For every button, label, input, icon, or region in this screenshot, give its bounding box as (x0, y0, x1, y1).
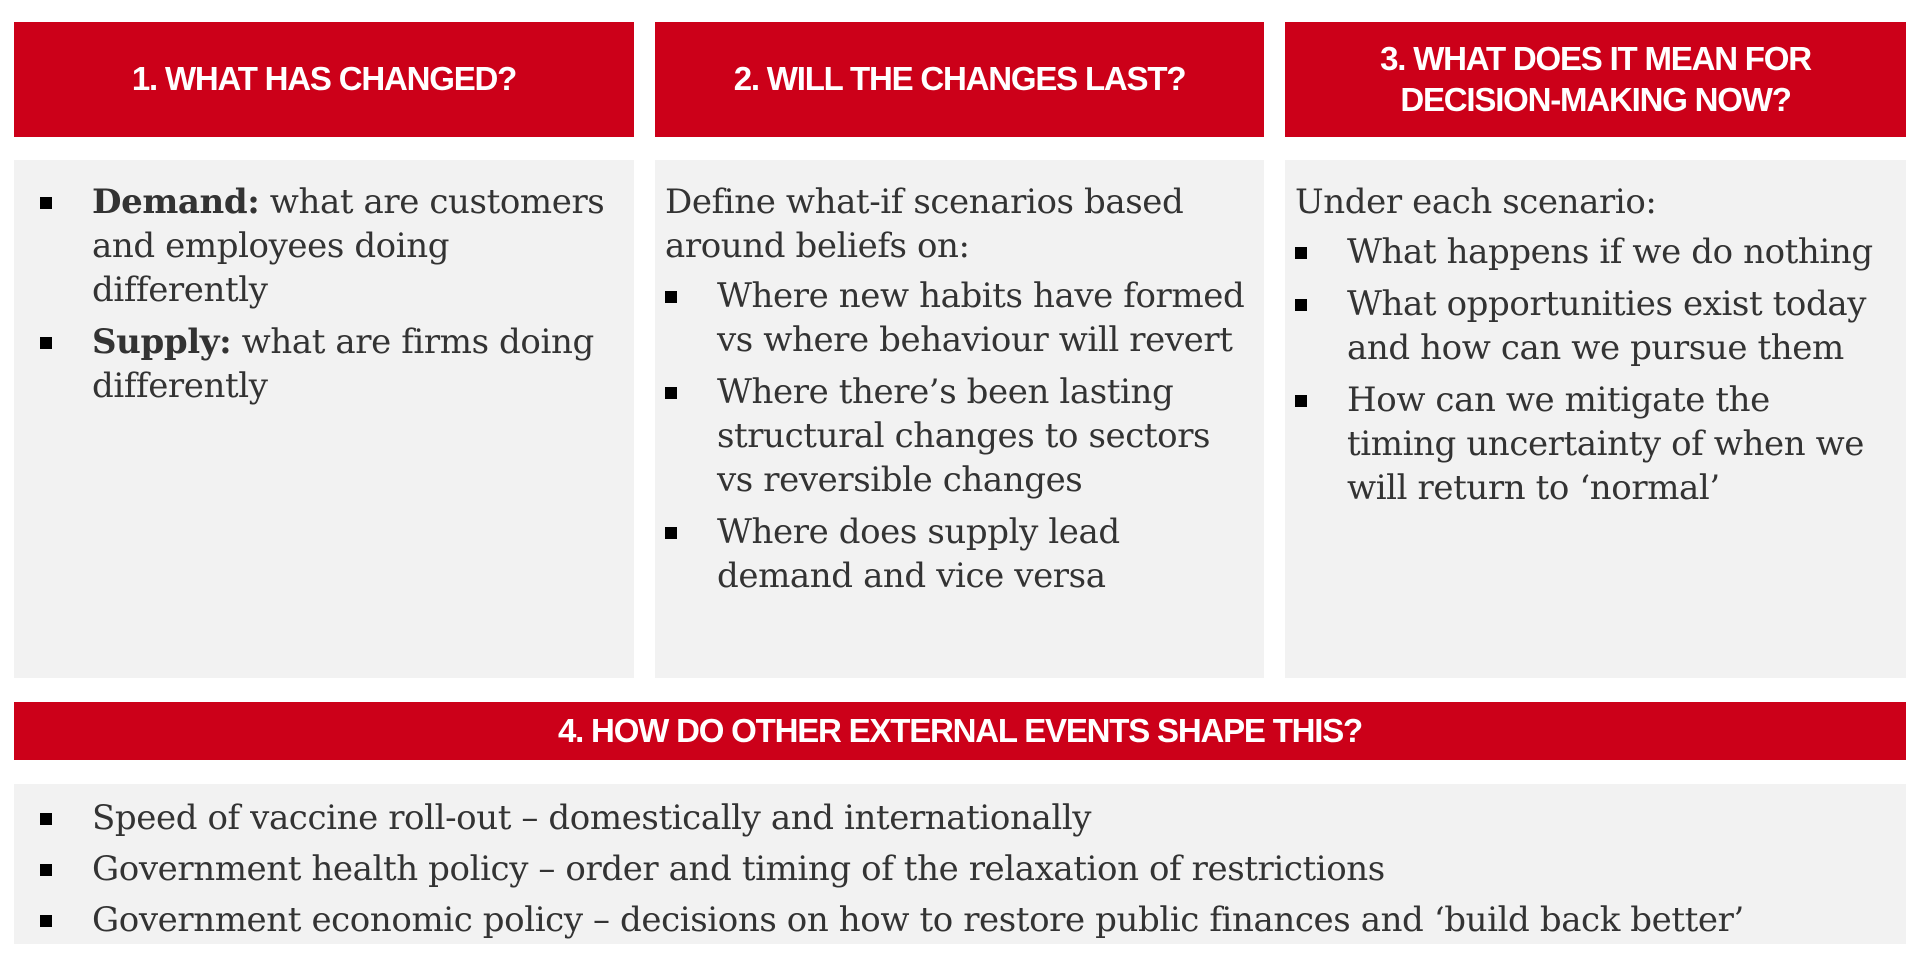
panel-will-changes-last (655, 160, 1264, 678)
list-item (1295, 230, 1888, 274)
list-item (40, 796, 1888, 840)
list-item-demand (40, 180, 616, 312)
list-item (665, 370, 1246, 502)
header-what-has-changed: 1. WHAT HAS CHANGED? (14, 22, 634, 137)
header-external-events: 4. HOW DO OTHER EXTERNAL EVENTS SHAPE THIS? (14, 702, 1906, 760)
square-bullet-icon (40, 813, 52, 825)
square-bullet-icon (40, 337, 52, 349)
bullet-list (665, 274, 1246, 598)
square-bullet-icon (665, 291, 677, 303)
square-bullet-icon (665, 527, 677, 539)
bullet-text: what are customers and employees doing differently (92, 182, 605, 310)
panel-what-has-changed (14, 160, 634, 678)
list-item (665, 510, 1246, 598)
bullet-text: What happens if we do nothing (1347, 232, 1873, 272)
square-bullet-icon (1295, 247, 1307, 259)
header-will-changes-last: 2. WILL THE CHANGES LAST? (655, 22, 1264, 137)
bullet-list (40, 180, 616, 408)
bullet-text: Speed of vaccine roll-out – domestically and internationally (92, 798, 1092, 838)
bullet-list (1295, 230, 1888, 510)
list-item (1295, 378, 1888, 510)
bullet-text: What opportunities exist today and how can we pursue them (1347, 284, 1867, 368)
list-item (40, 847, 1888, 891)
bullet-term: Demand: (92, 182, 260, 222)
bullet-text: Where new habits have formed vs where behaviour will revert (717, 276, 1245, 360)
panel-intro: Under each scenario: (1295, 182, 1657, 222)
list-item (665, 274, 1246, 362)
bullet-text: How can we mitigate the timing uncertainty of when we will return to ‘normal’ (1347, 380, 1865, 508)
bullet-list (40, 796, 1888, 942)
bullet-text: Where does supply lead demand and vice versa (717, 512, 1120, 596)
bullet-text: Where there’s been lasting structural changes to sectors vs reversible changes (717, 372, 1211, 500)
square-bullet-icon (40, 864, 52, 876)
bullet-text: what are firms doing differently (92, 322, 594, 406)
panel-decision-making-now (1285, 160, 1906, 678)
bullet-term: Supply: (92, 322, 232, 362)
panel-intro: Define what-if scenarios based around beliefs on: (665, 182, 1184, 266)
list-item-supply (40, 320, 616, 408)
bullet-text: Government health policy – order and timing of the relaxation of restrictions (92, 849, 1385, 889)
square-bullet-icon (1295, 395, 1307, 407)
bullet-text: Government economic policy – decisions on how to restore public finances and ‘build back better’ (92, 900, 1744, 940)
square-bullet-icon (40, 915, 52, 927)
header-decision-making-now: 3. WHAT DOES IT MEAN FOR DECISION-MAKING NOW? (1285, 22, 1906, 137)
list-item (40, 898, 1888, 942)
panel-external-events (14, 784, 1906, 944)
square-bullet-icon (40, 197, 52, 209)
square-bullet-icon (1295, 299, 1307, 311)
list-item (1295, 282, 1888, 370)
square-bullet-icon (665, 387, 677, 399)
